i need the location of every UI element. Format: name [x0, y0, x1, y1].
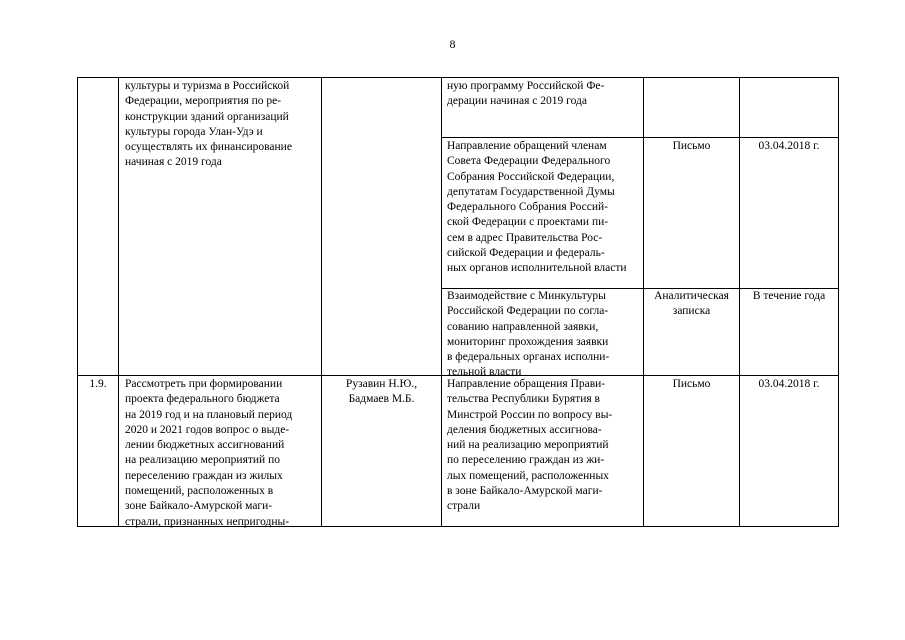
task-line: начиная с 2019 года: [125, 156, 222, 169]
action-line: тельства Республики Бурятия в: [447, 393, 600, 406]
row-number: 1.9.: [89, 378, 107, 390]
action-line: тельной власти: [447, 366, 522, 379]
action-line: по переселению граждан из жи-: [447, 454, 605, 467]
form-cell: [646, 139, 737, 154]
task-line: Федерации, мероприятия по ре-: [125, 95, 282, 108]
action-line: депутатам Государственной Думы: [447, 185, 615, 198]
task-line: проекта федерального бюджета: [125, 393, 280, 406]
action-line: Российской Федерации по согла-: [447, 305, 609, 318]
action-line: Направление обращений членам: [447, 140, 607, 152]
action-line: в федеральных органах исполни-: [447, 351, 610, 364]
task-line: переселению граждан из жилых: [125, 469, 283, 482]
action-line: ную программу Российской Фе-: [447, 80, 605, 92]
task-line: на 2019 год и на плановый период: [125, 408, 293, 421]
action-line: в зоне Байкало-Амурской маги-: [447, 485, 603, 498]
task-line: осуществлять их финансирование: [125, 141, 292, 154]
responsible-line: Рузавин Н.Ю.,: [345, 378, 418, 390]
action-line: Направление обращения Прави-: [447, 378, 606, 390]
action-line: ных органов исполнительной власти: [447, 262, 627, 275]
task-cell: [125, 79, 317, 171]
date-cell: [741, 377, 837, 392]
form-cell: [646, 289, 737, 320]
action-cell: [447, 377, 639, 515]
action-line: лых помещений, расположенных: [447, 469, 609, 482]
form-line: записка: [672, 305, 711, 318]
task-cell: [125, 377, 317, 530]
task-line: помещений, расположенных в: [125, 485, 274, 498]
action-line: Федерального Собрания Россий-: [447, 201, 608, 214]
date-cell: [741, 139, 837, 154]
action-line: деления бюджетных ассигнова-: [447, 423, 602, 436]
action-line: сийской Федерации и федераль-: [447, 247, 605, 260]
column-divider: [118, 77, 119, 527]
form-cell: [646, 377, 737, 392]
column-divider: [321, 77, 322, 527]
task-line: на реализацию мероприятий по: [125, 454, 280, 467]
form-line: Письмо: [672, 140, 711, 152]
action-line: мониторинг прохождения заявки: [447, 335, 609, 348]
action-line: сем в адрес Правительства Рос-: [447, 231, 603, 244]
responsible-line: Бадмаев М.Б.: [348, 393, 415, 406]
task-line: культуры и туризма в Российской: [125, 80, 290, 92]
form-line: Письмо: [672, 378, 711, 390]
task-line: страли, признанных непригодны-: [125, 515, 290, 528]
action-line: Совета Федерации Федерального: [447, 155, 611, 168]
responsible-cell: [324, 377, 439, 408]
action-line: Взаимодействие с Минкультуры: [447, 290, 606, 302]
column-divider: [441, 77, 442, 527]
action-cell: [447, 139, 639, 277]
action-line: ской Федерации с проектами пи-: [447, 216, 609, 229]
task-line: Рассмотреть при формировании: [125, 378, 283, 390]
date-cell: [741, 289, 837, 304]
date-line: 03.04.2018 г.: [758, 140, 820, 152]
date-line: В течение года: [752, 290, 826, 302]
action-line: страли: [447, 500, 481, 513]
column-divider: [77, 77, 78, 527]
action-line: ний на реализацию мероприятий: [447, 439, 609, 452]
date-line: 03.04.2018 г.: [758, 378, 820, 390]
action-line: Собрания Российской Федерации,: [447, 170, 615, 183]
task-line: 2020 и 2021 годов вопрос о выде-: [125, 423, 290, 436]
action-line: дерации начиная с 2019 года: [447, 95, 587, 108]
column-divider: [643, 77, 644, 527]
action-cell: [447, 289, 639, 381]
form-line: Аналитическая: [654, 290, 729, 302]
task-line: лении бюджетных ассигнований: [125, 439, 285, 452]
row-number-cell: [80, 377, 116, 392]
action-cell: [447, 79, 639, 110]
row-divider: [441, 137, 839, 138]
task-line: конструкции зданий организаций: [125, 110, 289, 123]
page-number: 8: [449, 37, 456, 51]
action-line: сованию направленной заявки,: [447, 320, 599, 333]
table-border-top: [77, 77, 839, 78]
task-line: культуры города Улан-Удэ и: [125, 125, 263, 138]
column-divider: [838, 77, 839, 527]
action-line: Минстрой России по вопросу вы-: [447, 408, 613, 421]
column-divider: [739, 77, 740, 527]
task-line: зоне Байкало-Амурской маги-: [125, 500, 273, 513]
